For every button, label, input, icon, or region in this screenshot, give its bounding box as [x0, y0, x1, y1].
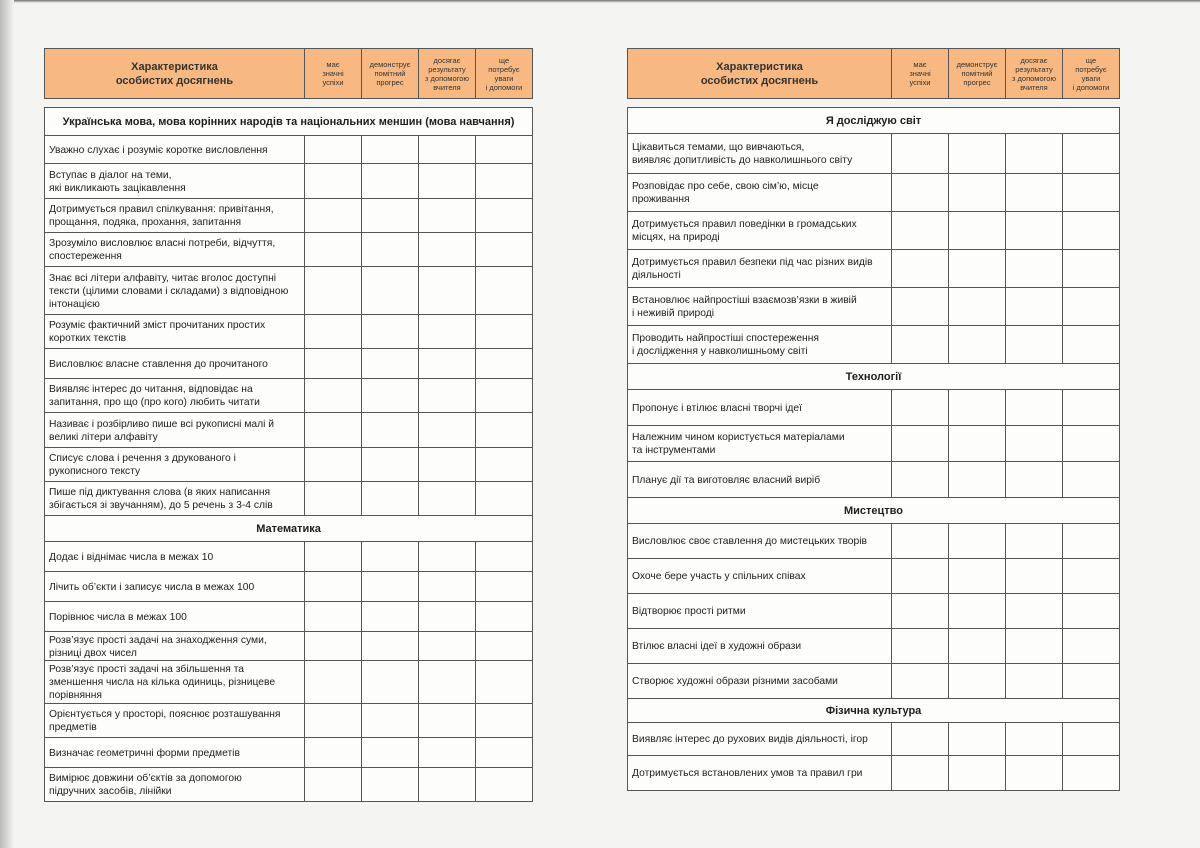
criterion-text: Додає і віднімає числа в межах 10	[45, 542, 305, 572]
mark-cell-needs-attention[interactable]	[476, 704, 533, 738]
table-row	[45, 572, 533, 602]
mark-cell-teacher-help[interactable]	[419, 602, 476, 632]
criterion-text: Планує дії та виготовляє власний виріб	[628, 462, 892, 498]
mark-cell-needs-attention[interactable]	[476, 768, 533, 802]
mark-cell-significant-success[interactable]	[892, 524, 949, 559]
mark-cell-teacher-help[interactable]	[419, 413, 476, 448]
mark-cell-notable-progress[interactable]	[362, 632, 419, 661]
mark-cell-teacher-help[interactable]	[1006, 594, 1063, 629]
mark-cell-teacher-help[interactable]	[419, 136, 476, 164]
mark-cell-needs-attention[interactable]	[476, 349, 533, 379]
mark-cell-significant-success[interactable]	[305, 199, 362, 233]
mark-cell-needs-attention[interactable]	[476, 661, 533, 704]
right-header	[627, 48, 1120, 99]
mark-cell-notable-progress[interactable]	[949, 250, 1006, 288]
section-title-exploring-world: Я досліджую світ	[628, 108, 1120, 134]
mark-cell-significant-success[interactable]	[305, 349, 362, 379]
mark-cell-notable-progress[interactable]	[949, 462, 1006, 498]
mark-cell-needs-attention[interactable]	[476, 136, 533, 164]
mark-cell-needs-attention[interactable]	[476, 738, 533, 768]
table-row	[45, 164, 533, 199]
mark-cell-significant-success[interactable]	[305, 602, 362, 632]
criterion-text: Орієнтується у просторі, пояснює розташування предметів	[45, 704, 305, 738]
table-row	[628, 756, 1120, 791]
mark-cell-notable-progress[interactable]	[949, 212, 1006, 250]
table-row	[45, 199, 533, 233]
mark-cell-needs-attention[interactable]	[1063, 288, 1120, 326]
mark-cell-significant-success[interactable]	[892, 664, 949, 699]
criterion-text: Називає і розбірливо пише всі рукописні малі й великі літери алфавіту	[45, 413, 305, 448]
mark-cell-needs-attention[interactable]	[1063, 326, 1120, 364]
mark-cell-needs-attention[interactable]	[1063, 134, 1120, 174]
section-title-art: Мистецтво	[628, 498, 1120, 524]
mark-cell-teacher-help[interactable]	[419, 482, 476, 516]
mark-cell-needs-attention[interactable]	[1063, 756, 1120, 791]
mark-cell-teacher-help[interactable]	[1006, 390, 1063, 426]
mark-cell-needs-attention[interactable]	[1063, 629, 1120, 664]
mark-cell-notable-progress[interactable]	[949, 390, 1006, 426]
mark-cell-teacher-help[interactable]	[1006, 212, 1063, 250]
mark-cell-notable-progress[interactable]	[949, 426, 1006, 462]
mark-cell-notable-progress[interactable]	[949, 664, 1006, 699]
criterion-text: Вимірює довжини об’єктів за допомогою підручних засобів, лінійки	[45, 768, 305, 802]
mark-cell-significant-success[interactable]	[305, 413, 362, 448]
mark-cell-teacher-help[interactable]	[419, 267, 476, 315]
mark-cell-needs-attention[interactable]	[1063, 174, 1120, 212]
mark-cell-notable-progress[interactable]	[362, 199, 419, 233]
criterion-text: Встановлює найпростіші взаємозв’язки в живій і неживій природі	[628, 288, 892, 326]
mark-cell-significant-success[interactable]	[305, 136, 362, 164]
criterion-text: Виявляє інтерес до рухових видів діяльності, ігор	[628, 723, 892, 756]
table-row	[628, 594, 1120, 629]
table-row	[45, 136, 533, 164]
header-title-line2: особистих досягнень	[115, 74, 234, 87]
mark-cell-teacher-help[interactable]	[1006, 174, 1063, 212]
mark-cell-notable-progress[interactable]	[949, 326, 1006, 364]
mark-cell-needs-attention[interactable]	[476, 542, 533, 572]
left-page	[44, 48, 532, 802]
mark-cell-notable-progress[interactable]	[362, 661, 419, 704]
mark-cell-teacher-help[interactable]	[419, 768, 476, 802]
criterion-text: Розуміє фактичний зміст прочитаних простих коротких текстів	[45, 315, 305, 349]
mark-cell-needs-attention[interactable]	[476, 482, 533, 516]
mark-cell-significant-success[interactable]	[305, 267, 362, 315]
col-header-notable-progress: демонструє помітний прогрес	[362, 49, 419, 99]
mark-cell-significant-success[interactable]	[305, 164, 362, 199]
col-header-significant-success: має значні успіхи	[305, 49, 362, 99]
table-row	[628, 462, 1120, 498]
criterion-text: Створює художні образи різними засобами	[628, 664, 892, 699]
criterion-text: Дотримується правил спілкування: привітання, прощання, подяка, прохання, запитання	[45, 199, 305, 233]
criterion-text: Належним чином користується матеріалами та інструментами	[628, 426, 892, 462]
mark-cell-significant-success[interactable]	[892, 594, 949, 629]
criterion-text: Уважно слухає і розуміє коротке висловлення	[45, 136, 305, 164]
mark-cell-notable-progress[interactable]	[362, 267, 419, 315]
left-criteria-table	[44, 107, 533, 802]
mark-cell-notable-progress[interactable]	[949, 134, 1006, 174]
mark-cell-significant-success[interactable]	[892, 426, 949, 462]
section-title-technologies: Технології	[628, 364, 1120, 390]
header-title	[628, 49, 892, 99]
mark-cell-notable-progress[interactable]	[949, 524, 1006, 559]
mark-cell-significant-success[interactable]	[892, 756, 949, 791]
mark-cell-significant-success[interactable]	[892, 174, 949, 212]
table-row	[628, 629, 1120, 664]
mark-cell-notable-progress[interactable]	[949, 288, 1006, 326]
criterion-text: Дотримується правил безпеки під час різних видів діяльності	[628, 250, 892, 288]
criterion-text: Списує слова і речення з друкованого і рукописного тексту	[45, 448, 305, 482]
mark-cell-significant-success[interactable]	[305, 542, 362, 572]
mark-cell-teacher-help[interactable]	[419, 448, 476, 482]
header-title-line2: особистих досягнень	[700, 74, 819, 87]
criterion-text: Висловлює своє ставлення до мистецьких творів	[628, 524, 892, 559]
table-row	[628, 174, 1120, 212]
mark-cell-notable-progress[interactable]	[362, 768, 419, 802]
mark-cell-teacher-help[interactable]	[419, 661, 476, 704]
criterion-text: Розповідає про себе, свою сім’ю, місце проживання	[628, 174, 892, 212]
mark-cell-teacher-help[interactable]	[419, 632, 476, 661]
mark-cell-needs-attention[interactable]	[476, 602, 533, 632]
mark-cell-notable-progress[interactable]	[362, 315, 419, 349]
section-title-physical-culture: Фізична культура	[628, 699, 1120, 723]
col-header-teacher-help: досягає результату з допомогою вчителя	[419, 49, 476, 99]
mark-cell-notable-progress[interactable]	[362, 379, 419, 413]
table-row	[628, 288, 1120, 326]
mark-cell-notable-progress[interactable]	[949, 174, 1006, 212]
section-title-ukrainian-language: Українська мова, мова корінних народів та національних меншин (мова навчання)	[45, 108, 533, 136]
mark-cell-significant-success[interactable]	[892, 326, 949, 364]
mark-cell-teacher-help[interactable]	[1006, 462, 1063, 498]
mark-cell-notable-progress[interactable]	[362, 136, 419, 164]
table-row	[45, 413, 533, 448]
mark-cell-teacher-help[interactable]	[419, 233, 476, 267]
mark-cell-significant-success[interactable]	[892, 250, 949, 288]
col-header-teacher-help: досягає результату з допомогою вчителя	[1006, 49, 1063, 99]
mark-cell-notable-progress[interactable]	[362, 602, 419, 632]
mark-cell-teacher-help[interactable]	[419, 704, 476, 738]
mark-cell-needs-attention[interactable]	[1063, 723, 1120, 756]
binding-shadow	[0, 0, 14, 848]
table-row	[45, 448, 533, 482]
mark-cell-notable-progress[interactable]	[362, 704, 419, 738]
criterion-text: Дотримується встановлених умов та правил гри	[628, 756, 892, 791]
table-row	[628, 723, 1120, 756]
table-row	[628, 426, 1120, 462]
mark-cell-notable-progress[interactable]	[362, 572, 419, 602]
table-row	[45, 661, 533, 704]
mark-cell-needs-attention[interactable]	[476, 267, 533, 315]
criterion-text: Охоче бере участь у спільних співах	[628, 559, 892, 594]
table-row	[45, 768, 533, 802]
right-page	[627, 48, 1119, 791]
mark-cell-teacher-help[interactable]	[419, 379, 476, 413]
criterion-text: Відтворює прості ритми	[628, 594, 892, 629]
mark-cell-needs-attention[interactable]	[476, 379, 533, 413]
table-row	[45, 738, 533, 768]
mark-cell-notable-progress[interactable]	[362, 233, 419, 267]
mark-cell-teacher-help[interactable]	[1006, 756, 1063, 791]
mark-cell-significant-success[interactable]	[305, 233, 362, 267]
mark-cell-notable-progress[interactable]	[949, 559, 1006, 594]
table-row	[628, 524, 1120, 559]
mark-cell-needs-attention[interactable]	[1063, 212, 1120, 250]
criterion-text: Вступає в діалог на теми, які викликають зацікавлення	[45, 164, 305, 199]
header-title-line1: Характеристика	[716, 60, 803, 73]
col-header-needs-attention: ще потребує уваги і допомоги	[1063, 49, 1120, 99]
mark-cell-significant-success[interactable]	[305, 661, 362, 704]
mark-cell-notable-progress[interactable]	[362, 482, 419, 516]
mark-cell-teacher-help[interactable]	[1006, 134, 1063, 174]
mark-cell-teacher-help[interactable]	[1006, 723, 1063, 756]
criterion-text: Цікавиться темами, що вивчаються, виявляє допитливість до навколишнього світу	[628, 134, 892, 174]
mark-cell-significant-success[interactable]	[892, 212, 949, 250]
table-row	[45, 632, 533, 661]
mark-cell-needs-attention[interactable]	[1063, 559, 1120, 594]
table-row	[45, 267, 533, 315]
mark-cell-needs-attention[interactable]	[476, 315, 533, 349]
table-row	[45, 349, 533, 379]
table-row	[628, 212, 1120, 250]
mark-cell-teacher-help[interactable]	[419, 199, 476, 233]
mark-cell-notable-progress[interactable]	[949, 594, 1006, 629]
table-row	[45, 542, 533, 572]
mark-cell-teacher-help[interactable]	[419, 349, 476, 379]
mark-cell-needs-attention[interactable]	[476, 164, 533, 199]
criterion-text: Втілює власні ідеї в художні образи	[628, 629, 892, 664]
mark-cell-significant-success[interactable]	[892, 629, 949, 664]
mark-cell-teacher-help[interactable]	[419, 315, 476, 349]
table-row	[628, 559, 1120, 594]
mark-cell-significant-success[interactable]	[305, 768, 362, 802]
mark-cell-significant-success[interactable]	[892, 390, 949, 426]
table-row	[628, 390, 1120, 426]
table-row	[628, 664, 1120, 699]
mark-cell-needs-attention[interactable]	[476, 448, 533, 482]
mark-cell-needs-attention[interactable]	[1063, 594, 1120, 629]
mark-cell-notable-progress[interactable]	[362, 738, 419, 768]
criterion-text: Пише під диктування слова (в яких написання збігається зі звучанням), до 5 речень з 3-4 слів	[45, 482, 305, 516]
mark-cell-significant-success[interactable]	[892, 134, 949, 174]
mark-cell-teacher-help[interactable]	[1006, 326, 1063, 364]
criterion-text: Лічить об’єкти і записує числа в межах 100	[45, 572, 305, 602]
mark-cell-notable-progress[interactable]	[362, 542, 419, 572]
mark-cell-notable-progress[interactable]	[949, 629, 1006, 664]
mark-cell-needs-attention[interactable]	[476, 199, 533, 233]
mark-cell-teacher-help[interactable]	[1006, 426, 1063, 462]
mark-cell-notable-progress[interactable]	[362, 448, 419, 482]
criterion-text: Пропонує і втілює власні творчі ідеї	[628, 390, 892, 426]
col-header-needs-attention: ще потребує уваги і допомоги	[476, 49, 533, 99]
mark-cell-significant-success[interactable]	[305, 448, 362, 482]
right-criteria-table	[627, 107, 1120, 791]
criterion-text: Виявляє інтерес до читання, відповідає на запитання, про що (про кого) любить читати	[45, 379, 305, 413]
mark-cell-significant-success[interactable]	[892, 559, 949, 594]
mark-cell-significant-success[interactable]	[892, 462, 949, 498]
mark-cell-needs-attention[interactable]	[1063, 462, 1120, 498]
mark-cell-significant-success[interactable]	[305, 379, 362, 413]
mark-cell-significant-success[interactable]	[305, 572, 362, 602]
table-row	[45, 704, 533, 738]
header-title	[45, 49, 305, 99]
table-row	[45, 602, 533, 632]
mark-cell-teacher-help[interactable]	[1006, 664, 1063, 699]
mark-cell-notable-progress[interactable]	[362, 413, 419, 448]
mark-cell-needs-attention[interactable]	[476, 233, 533, 267]
mark-cell-significant-success[interactable]	[305, 704, 362, 738]
table-row	[45, 233, 533, 267]
criterion-text: Зрозуміло висловлює власні потреби, відчуття, спостереження	[45, 233, 305, 267]
table-row	[45, 482, 533, 516]
mark-cell-needs-attention[interactable]	[476, 572, 533, 602]
col-header-notable-progress: демонструє помітний прогрес	[949, 49, 1006, 99]
table-row	[628, 326, 1120, 364]
mark-cell-needs-attention[interactable]	[1063, 250, 1120, 288]
criterion-text: Проводить найпростіші спостереження і дослідження у навколишньому світі	[628, 326, 892, 364]
mark-cell-significant-success[interactable]	[892, 723, 949, 756]
mark-cell-significant-success[interactable]	[305, 738, 362, 768]
mark-cell-notable-progress[interactable]	[362, 164, 419, 199]
mark-cell-teacher-help[interactable]	[1006, 524, 1063, 559]
mark-cell-significant-success[interactable]	[305, 482, 362, 516]
mark-cell-needs-attention[interactable]	[1063, 426, 1120, 462]
criterion-text: Розв’язує прості задачі на знаходження суми, різниці двох чисел	[45, 632, 305, 661]
criterion-text: Висловлює власне ставлення до прочитаного	[45, 349, 305, 379]
header-title-line1: Характеристика	[131, 60, 218, 73]
col-header-significant-success: має значні успіхи	[892, 49, 949, 99]
mark-cell-needs-attention[interactable]	[476, 413, 533, 448]
mark-cell-notable-progress[interactable]	[362, 349, 419, 379]
mark-cell-teacher-help[interactable]	[419, 738, 476, 768]
table-row	[628, 134, 1120, 174]
mark-cell-teacher-help[interactable]	[1006, 250, 1063, 288]
mark-cell-teacher-help[interactable]	[1006, 559, 1063, 594]
criterion-text: Визначає геометричні форми предметів	[45, 738, 305, 768]
mark-cell-teacher-help[interactable]	[419, 572, 476, 602]
mark-cell-teacher-help[interactable]	[1006, 288, 1063, 326]
mark-cell-teacher-help[interactable]	[1006, 629, 1063, 664]
table-row	[45, 315, 533, 349]
mark-cell-significant-success[interactable]	[305, 315, 362, 349]
left-header	[44, 48, 533, 99]
table-row	[45, 379, 533, 413]
mark-cell-significant-success[interactable]	[892, 288, 949, 326]
mark-cell-needs-attention[interactable]	[1063, 524, 1120, 559]
criterion-text: Дотримується правил поведінки в громадських місцях, на природі	[628, 212, 892, 250]
criterion-text: Знає всі літери алфавіту, читає вголос доступні тексти (цілими словами і складами) з відповідною інтонацією	[45, 267, 305, 315]
mark-cell-notable-progress[interactable]	[949, 723, 1006, 756]
criterion-text: Розв’язує прості задачі на збільшення та зменшення числа на кілька одиниць, різницеве порівняння	[45, 661, 305, 704]
criterion-text: Порівнює числа в межах 100	[45, 602, 305, 632]
mark-cell-needs-attention[interactable]	[1063, 390, 1120, 426]
mark-cell-teacher-help[interactable]	[419, 542, 476, 572]
section-title-mathematics: Математика	[45, 516, 533, 542]
scan-edge	[14, 0, 1200, 3]
mark-cell-needs-attention[interactable]	[1063, 664, 1120, 699]
mark-cell-teacher-help[interactable]	[419, 164, 476, 199]
mark-cell-significant-success[interactable]	[305, 632, 362, 661]
mark-cell-notable-progress[interactable]	[949, 756, 1006, 791]
table-row	[628, 250, 1120, 288]
mark-cell-needs-attention[interactable]	[476, 632, 533, 661]
